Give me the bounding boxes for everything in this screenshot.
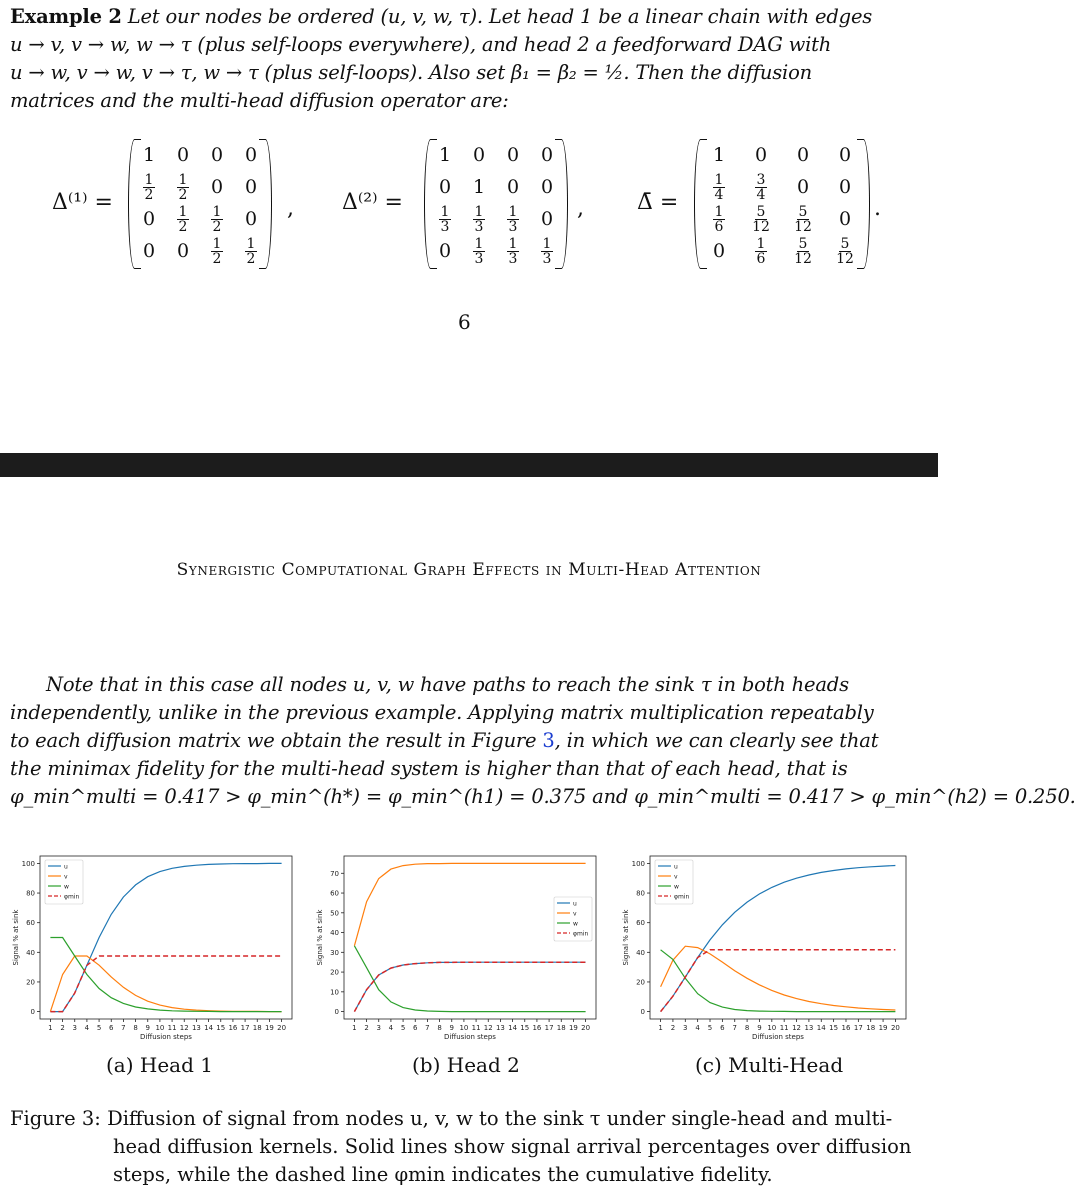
x-tick-label: 13 [495,1024,505,1032]
matrix-cell: 0 [540,208,554,230]
matrix-cell: $\frac{1}{3}$ [474,235,484,267]
matrix-cell: 1 [438,144,452,166]
matrix-cell: 0 [438,240,452,262]
y-tick-label: 10 [330,988,339,997]
matrix-1-label: Δ⁽¹⁾ = [52,190,113,215]
legend-label: w [64,883,69,891]
x-tick-label: 19 [878,1024,888,1032]
x-tick-label: 10 [767,1024,777,1032]
x-tick-label: 14 [816,1024,826,1032]
x-tick-label: 13 [804,1024,814,1032]
x-tick-label: 19 [568,1024,578,1032]
subcaption-c: (c) Multi-Head [695,1053,844,1077]
x-tick-label: 9 [757,1024,762,1032]
x-tick-label: 15 [216,1024,226,1032]
matrix-cell: 0 [838,208,852,230]
note-line-4: the minimax fidelity for the multi-head system is higher than that of each head, that is [10,757,848,780]
matrix-cell: 0 [176,144,190,166]
x-tick-label: 2 [364,1024,369,1032]
subcaption-a: (a) Head 1 [106,1053,213,1077]
x-tick-label: 11 [167,1024,177,1032]
y-tick-label: 40 [636,948,645,957]
matrix-delta-2 [428,139,564,267]
y-tick-label: 20 [636,978,645,987]
x-tick-label: 17 [544,1024,554,1032]
note-line-3: to each diffusion matrix we obtain the result in Figure 3, in which we can clearly see that [10,729,879,752]
y-tick-label: 20 [330,968,339,977]
legend-label: φmin [64,893,80,901]
right-paren [857,139,870,269]
matrix-cell: $\frac{1}{3}$ [508,203,518,235]
x-axis-label: Diffusion steps [444,1033,496,1041]
matrix-cell: $\frac{1}{2}$ [144,171,154,203]
chart-head-2 [308,850,604,1045]
x-tick-label: 18 [252,1024,262,1032]
matrix-cell: $\frac{5}{12}$ [752,203,770,235]
x-tick-label: 4 [388,1024,394,1032]
x-tick-label: 17 [240,1024,250,1032]
matrix-cell: 0 [838,144,852,166]
y-tick-label: 60 [26,919,35,928]
matrix-cell: 0 [540,176,554,198]
matrix-3-label: Δ̄ = [637,190,679,215]
x-tick-label: 4 [695,1024,700,1032]
matrix-cell: $\frac{1}{2}$ [178,203,188,235]
y-tick-label: 40 [330,929,339,938]
y-tick-label: 80 [636,889,645,898]
x-tick-label: 9 [145,1024,150,1032]
x-tick-label: 13 [191,1024,201,1032]
right-paren [259,139,272,269]
x-tick-label: 16 [841,1024,851,1032]
y-tick-label: 0 [334,1008,339,1017]
y-axis-label: Signal % at sink [622,909,630,966]
y-tick-label: 50 [330,909,339,918]
left-paren [128,139,141,269]
x-axis-label: Diffusion steps [752,1033,804,1041]
x-tick-label: 6 [413,1024,418,1032]
legend-label: u [64,863,68,871]
x-tick-label: 14 [508,1024,518,1032]
y-axis-label: Signal % at sink [316,909,324,966]
x-tick-label: 8 [437,1024,442,1032]
x-tick-label: 16 [532,1024,542,1032]
matrix-cell: $\frac{1}{6}$ [714,203,724,235]
x-tick-label: 8 [744,1024,750,1032]
x-tick-label: 1 [658,1024,663,1032]
x-tick-label: 11 [471,1024,481,1032]
matrix-cell: 1 [472,176,486,198]
x-tick-label: 15 [520,1024,530,1032]
legend-label: φmin [573,930,589,938]
x-tick-label: 2 [670,1024,676,1032]
x-tick-label: 18 [866,1024,876,1032]
matrix-cell: 0 [244,144,258,166]
legend-label: u [674,863,678,871]
legend-label: u [573,900,577,908]
x-tick-label: 16 [228,1024,238,1032]
matrix-cell: 0 [796,176,810,198]
x-tick-label: 6 [109,1024,114,1032]
matrix-cell: 0 [142,240,156,262]
matrix-cell: 0 [210,144,224,166]
page-divider [0,453,938,477]
legend-label: w [573,920,578,928]
matrix-cell: 0 [838,176,852,198]
matrix-cell: 0 [540,144,554,166]
x-tick-label: 7 [121,1024,126,1032]
right-paren [555,139,568,269]
note-line-1: Note that in this case all nodes u, v, w have paths to reach the sink τ in both heads [46,673,849,696]
legend-label: v [573,910,577,918]
x-axis-label: Diffusion steps [140,1033,192,1041]
x-tick-label: 2 [60,1024,65,1032]
x-tick-label: 1 [352,1024,357,1032]
x-tick-label: 1 [48,1024,53,1032]
chart-multi-head [614,850,914,1045]
matrix-delta-1 [132,139,268,267]
matrix-cell: $\frac{1}{4}$ [714,171,724,203]
example-line-3: u → w, v → w, v → τ, w → τ (plus self-loops). Also set β₁ = β₂ = ½. Then the diffusion [10,61,812,84]
legend-label: v [674,873,678,881]
figure-label: Figure 3: [10,1107,101,1130]
matrix-cell: 0 [796,144,810,166]
figure-caption-line-1: Figure 3: Diffusion of signal from nodes u, v, w to the sink τ under single-head and multi- [10,1107,893,1130]
figure-caption-line-2: head diffusion kernels. Solid lines show signal arrival percentages over diffusion [113,1135,912,1158]
x-tick-label: 12 [179,1024,189,1032]
matrix-cell: $\frac{1}{3}$ [542,235,552,267]
x-tick-label: 5 [96,1024,102,1032]
matrix-2-separator: , [577,196,584,221]
y-tick-label: 0 [640,1008,645,1017]
matrix-cell: $\frac{3}{4}$ [756,171,766,203]
y-axis-label: Signal % at sink [12,909,20,966]
page-number: 6 [458,310,471,334]
matrix-cell: 0 [244,208,258,230]
chart-head-1 [4,850,300,1045]
x-tick-label: 5 [400,1024,406,1032]
x-tick-label: 20 [890,1024,900,1032]
running-header: Synergistic Computational Graph Effects in Multi-Head Attention [176,560,762,580]
matrix-cell: 0 [506,144,520,166]
y-tick-label: 40 [26,948,35,957]
matrix-cell: 0 [438,176,452,198]
x-tick-label: 6 [720,1024,725,1032]
y-tick-label: 60 [330,889,339,898]
matrix-cell: 0 [506,176,520,198]
legend-label: w [674,883,679,891]
matrix-cell: $\frac{1}{2}$ [178,171,188,203]
x-tick-label: 20 [277,1024,287,1032]
x-tick-label: 7 [425,1024,430,1032]
x-tick-label: 12 [792,1024,802,1032]
left-paren [424,139,437,269]
matrix-cell: 0 [712,240,726,262]
x-tick-label: 11 [779,1024,789,1032]
y-tick-label: 20 [26,978,35,987]
x-tick-label: 4 [84,1024,90,1032]
matrix-cell: $\frac{1}{2}$ [246,235,256,267]
y-tick-label: 100 [21,859,35,868]
matrix-cell: 0 [210,176,224,198]
matrix-cell: 0 [142,208,156,230]
matrix-cell: $\frac{1}{2}$ [212,235,222,267]
example-line-4: matrices and the multi-head diffusion operator are: [10,89,509,112]
x-tick-label: 7 [732,1024,737,1032]
x-tick-label: 14 [204,1024,214,1032]
matrix-1-separator: , [287,196,294,221]
y-tick-label: 0 [30,1008,35,1017]
figure-caption-line-3: steps, while the dashed line φmin indicates the cumulative fidelity. [113,1163,773,1186]
matrix-cell: 1 [142,144,156,166]
x-tick-label: 5 [707,1024,713,1032]
y-tick-label: 30 [330,948,339,957]
x-tick-label: 20 [581,1024,591,1032]
matrix-cell: 0 [244,176,258,198]
matrix-cell: $\frac{1}{6}$ [756,235,766,267]
x-tick-label: 15 [829,1024,839,1032]
matrix-cell: $\frac{1}{3}$ [440,203,450,235]
y-tick-label: 60 [636,919,645,928]
y-tick-label: 80 [26,889,35,898]
matrix-3-separator: . [874,196,881,221]
matrix-cell: 1 [712,144,726,166]
note-line-5: φ_min^multi = 0.417 > φ_min^(h*) = φ_min^(h1) = 0.375 and φ_min^multi = 0.417 > φ_min^(h2) = 0.250. [10,785,1076,808]
matrix-cell: $\frac{1}{3}$ [508,235,518,267]
matrix-cell: $\frac{5}{12}$ [836,235,854,267]
x-tick-label: 10 [155,1024,165,1032]
matrix-cell: 0 [472,144,486,166]
x-tick-label: 3 [376,1024,381,1032]
example-lead: Example 2 [10,5,122,28]
matrix-cell: $\frac{1}{3}$ [474,203,484,235]
x-tick-label: 18 [556,1024,566,1032]
matrix-cell: $\frac{1}{2}$ [212,203,222,235]
matrix-cell: $\frac{5}{12}$ [794,235,812,267]
y-tick-label: 70 [330,869,339,878]
example-paragraph [10,3,930,115]
matrix-cell: $\frac{5}{12}$ [794,203,812,235]
legend-label: v [64,873,68,881]
example-line-2: u → v, v → w, w → τ (plus self-loops everywhere), and head 2 a feedforward DAG with [10,33,832,56]
x-tick-label: 3 [72,1024,77,1032]
note-line-2: independently, unlike in the previous example. Applying matrix multiplication repeatably [10,701,874,724]
matrix-cell: 0 [754,144,768,166]
example-line-1: Example 2 Let our nodes be ordered (u, v, w, τ). Let head 1 be a linear chain with edges [10,5,873,28]
x-tick-label: 19 [264,1024,274,1032]
y-tick-label: 100 [631,859,645,868]
figure-reference-link[interactable]: 3 [542,729,555,752]
left-paren [694,139,707,269]
x-tick-label: 9 [449,1024,454,1032]
subcaption-b: (b) Head 2 [412,1053,520,1077]
x-tick-label: 10 [459,1024,469,1032]
figure-caption [10,1105,930,1189]
x-tick-label: 8 [133,1024,138,1032]
matrix-delta-bar [698,139,866,267]
x-tick-label: 3 [683,1024,688,1032]
x-tick-label: 17 [853,1024,863,1032]
legend-label: φmin [674,893,690,901]
note-paragraph [10,671,1076,811]
matrix-2-label: Δ⁽²⁾ = [342,190,403,215]
x-tick-label: 12 [483,1024,493,1032]
matrix-cell: 0 [176,240,190,262]
